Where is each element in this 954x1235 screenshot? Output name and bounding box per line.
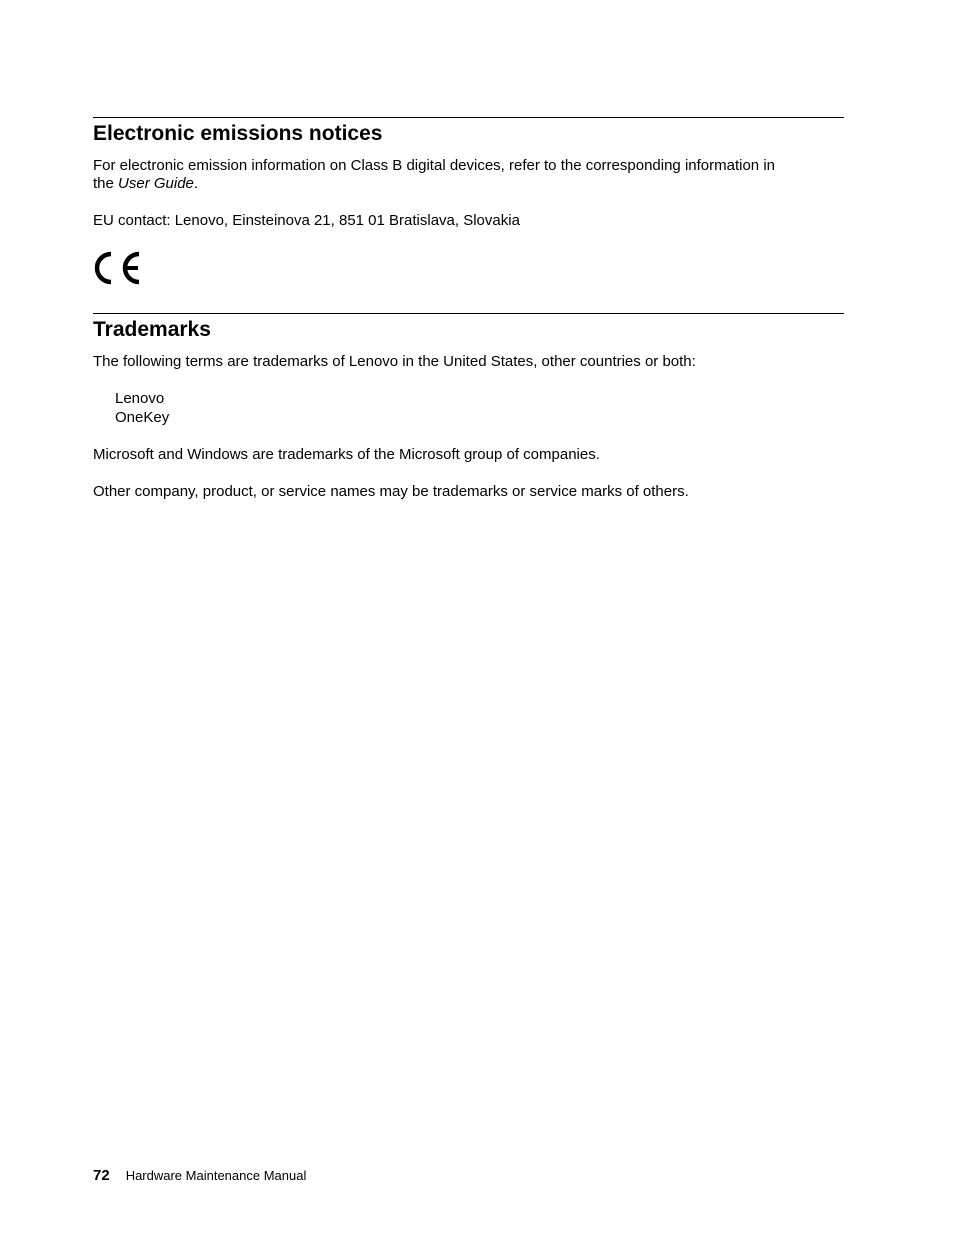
emissions-intro-line2 — [93, 175, 198, 193]
page-footer — [93, 1167, 306, 1185]
eu-contact: EU contact: Lenovo, Einsteinova 21, 851 01 Bratislava, Slovakia — [93, 212, 520, 229]
section-title-emissions: Electronic emissions notices — [93, 122, 383, 145]
microsoft-trademark-note: Microsoft and Windows are trademarks of the Microsoft group of companies. — [93, 446, 600, 463]
emissions-intro-suffix: . — [193, 175, 199, 192]
user-guide-title: User Guide — [118, 175, 194, 192]
trademark-term: OneKey — [115, 409, 170, 426]
section-divider — [93, 313, 844, 314]
ce-mark-icon — [93, 250, 143, 286]
section-title-trademarks: Trademarks — [93, 318, 211, 341]
other-trademarks-note: Other company, product, or service names may be trademarks or service marks of others. — [93, 483, 689, 500]
emissions-intro-prefix: the — [93, 175, 119, 192]
manual-title: Hardware Maintenance Manual — [125, 1168, 307, 1183]
trademarks-intro: The following terms are trademarks of Lenovo in the United States, other countries or both: — [93, 353, 696, 370]
emissions-intro-line1: For electronic emission information on Class B digital devices, refer to the corresponding information in — [93, 157, 775, 174]
page-number: 72 — [93, 1167, 110, 1184]
trademark-term: Lenovo — [115, 390, 165, 407]
section-divider — [93, 117, 844, 118]
